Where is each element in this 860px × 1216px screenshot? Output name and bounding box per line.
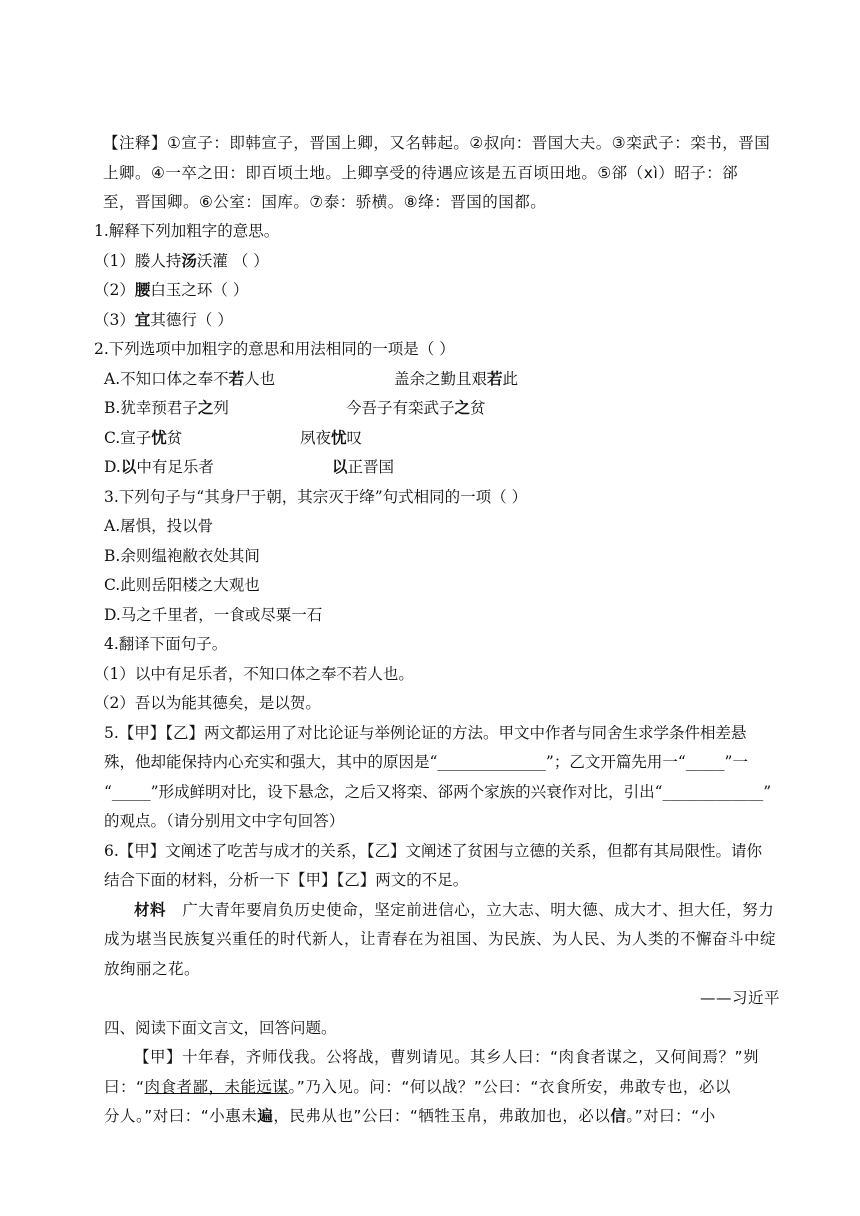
q1-item-1: （1）媵人持汤沃灌 （ ） bbox=[94, 251, 269, 270]
q3-option-c: C.此则岳阳楼之大观也 bbox=[104, 576, 260, 594]
q3-option-d: D.马之千里者，一食或尽粟一石 bbox=[104, 606, 323, 624]
q5-line-4: 的观点。（请分别用文中字句回答） bbox=[104, 812, 345, 830]
q2-option-d: D.以中有足乐者 以正晋国 bbox=[104, 457, 395, 476]
q4-item-2: （2）吾以为能其德矣，是以贺。 bbox=[94, 694, 321, 712]
q3-option-b: B.余则缊袍敝衣处其间 bbox=[104, 547, 260, 565]
q6-line-2: 结合下面的材料，分析一下【甲】【乙】两文的不足。 bbox=[104, 871, 469, 889]
notes-line-1: 【注释】①宣子：即韩宣子，晋国上卿，又名韩起。②叔向：晋国大夫。③栾武子：栾书，晋国 bbox=[103, 134, 771, 152]
q5-line-2: 殊，他却能保持内心充实和强大，其中的原因是“______________”；乙文开篇先用一“_____”一 bbox=[104, 753, 748, 771]
q6-line-1: 6.【甲】文阐述了吃苦与成才的关系，【乙】文阐述了贫困与立德的关系，但都有其局限性。请你 bbox=[104, 842, 763, 860]
q2-option-c: C.宣子忧贫 夙夜忧叹 bbox=[104, 428, 363, 447]
notes-line-2: 上卿。④一卒之田：即百顷土地。上卿享受的待遇应该是五百顷田地。⑤郤（xì）昭子：郤 bbox=[103, 164, 739, 182]
q3-stem: 3.下列句子与“其身尸于朝，其宗灭于绛”句式相同的一项（ ） bbox=[104, 488, 528, 506]
q4-stem: 4.翻译下面句子。 bbox=[104, 635, 228, 653]
q2-option-a: A.不知口体之奉不若人也 盖余之勤且艰若此 bbox=[104, 369, 519, 388]
material-source: ——习近平 bbox=[699, 989, 780, 1007]
section-4-line-2: 曰：“肉食者鄙，未能远谋。”乃入见。问：“何以战？”公曰：“衣食所安，弗敢专也，必以 bbox=[104, 1078, 731, 1096]
section-4-title: 四、阅读下面文言文，回答问题。 bbox=[104, 1019, 337, 1037]
q1-item-2: （2）腰白玉之环（ ） bbox=[94, 280, 249, 299]
material-line-3: 放绚丽之花。 bbox=[104, 960, 201, 978]
q3-option-a: A.屠惧，投以骨 bbox=[104, 517, 214, 535]
material-line-1: 材料 广大青年要肩负历史使命，坚定前进信心，立大志、明大德、成大才、担大任，努力 bbox=[134, 901, 775, 919]
q2-stem: 2.下列选项中加粗字的意思和用法相同的一项是（ ） bbox=[94, 340, 455, 358]
q4-item-1: （1）以中有足乐者，不知口体之奉不若人也。 bbox=[94, 665, 414, 683]
q1-item-3: （3）宜其德行（ ） bbox=[94, 310, 233, 329]
material-line-2: 成为堪当民族复兴重任的时代新人，让青春在为祖国、为民族、为人民、为人类的不懈奋斗中绽 bbox=[104, 930, 777, 948]
q1-stem: 1.解释下列加粗字的意思。 bbox=[94, 222, 280, 240]
section-4-line-1: 【甲】十年春，齐师伐我。公将战，曹刿请见。其乡人曰：“肉食者谋之，又何间焉？”刿 bbox=[134, 1048, 760, 1066]
section-4-line-3: 分人。”对曰：“小惠未遍，民弗从也”公曰：“牺牲玉帛，弗敢加也，必以信。”对曰：“小 bbox=[104, 1107, 716, 1125]
material-label: 材料 bbox=[134, 901, 167, 919]
q5-line-3: “_____”形成鲜明对比，设下悬念，之后又将栾、郤两个家族的兴衰作对比，引出“_____________” bbox=[104, 783, 772, 801]
q5-line-1: 5.【甲】【乙】两文都运用了对比论证与举例论证的方法。甲文中作者与同舍生求学条件相差悬 bbox=[104, 724, 747, 742]
underlined-phrase: 肉食者鄙，未能远谋 bbox=[144, 1078, 289, 1096]
notes-line-3: 至，晋国卿。⑥公室：国库。⑦泰：骄横。⑧绛：晋国的国都。 bbox=[103, 193, 547, 211]
q2-option-b: B.犹幸预君子之列 今吾子有栾武子之贫 bbox=[104, 398, 486, 417]
